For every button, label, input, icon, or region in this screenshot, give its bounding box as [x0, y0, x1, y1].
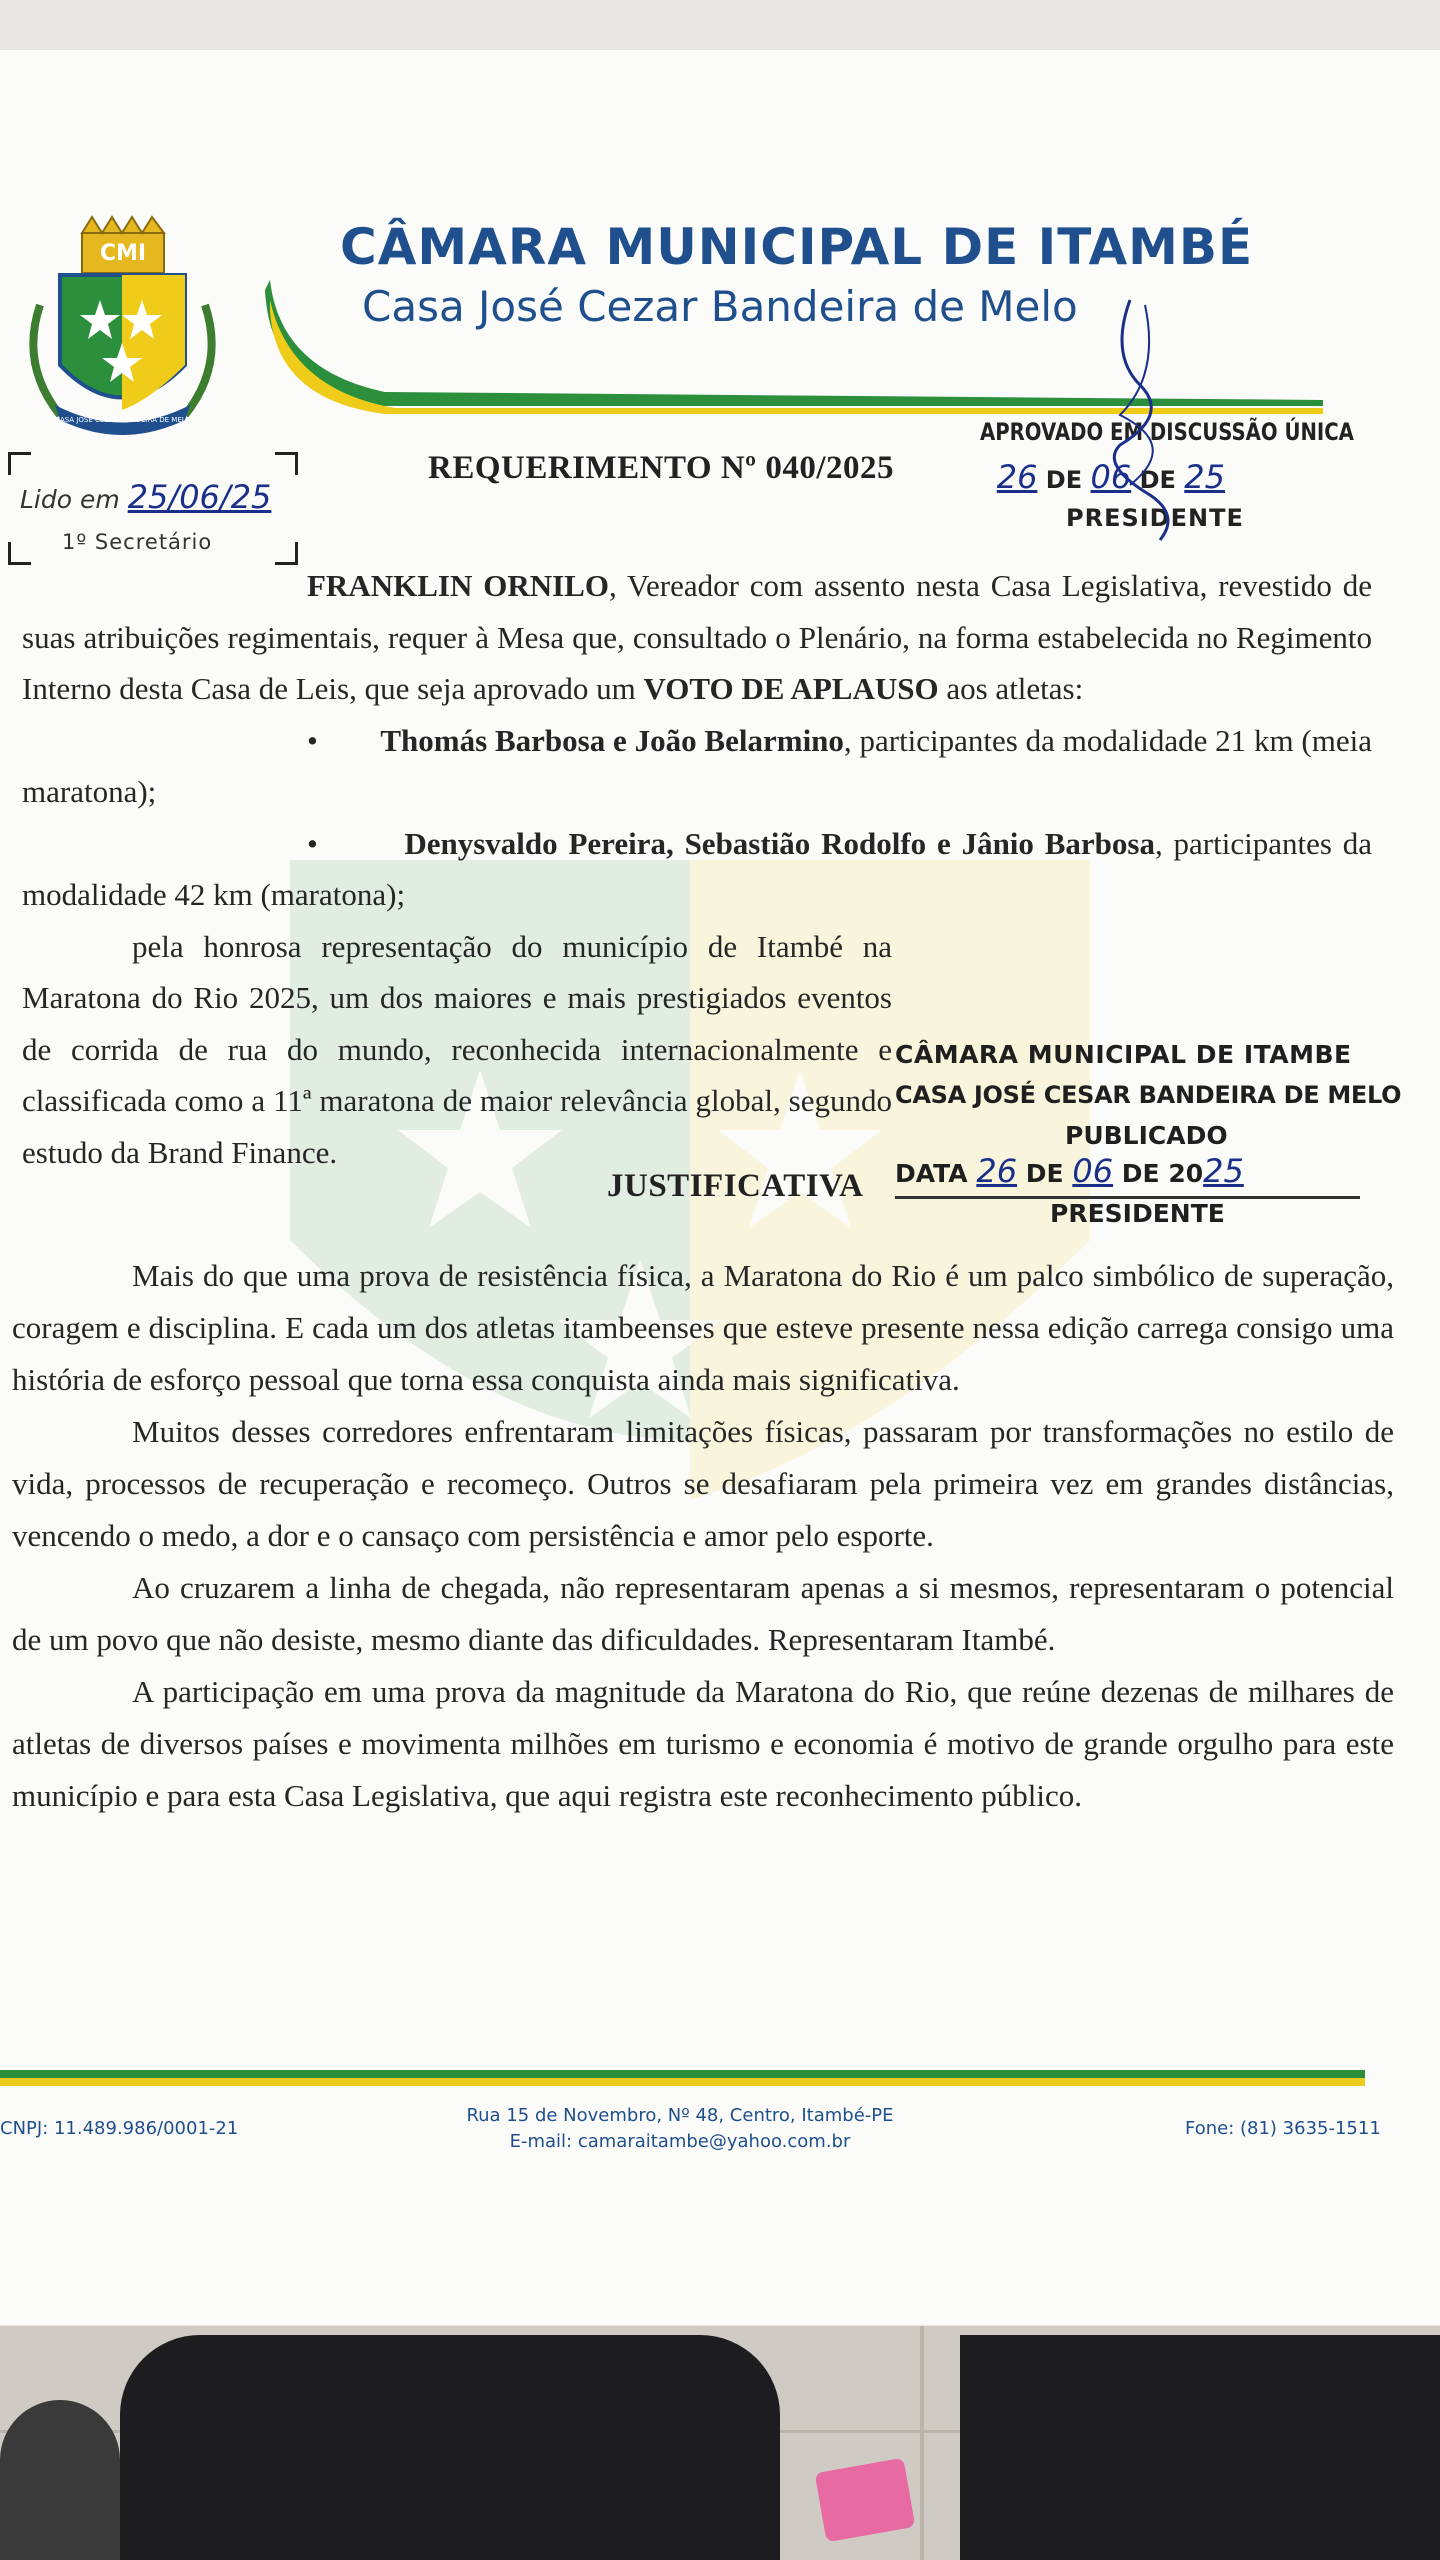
publish-stamp-line1: CÂMARA MUNICIPAL DE ITAMBE — [895, 1040, 1352, 1069]
publish-stamp — [895, 1040, 1415, 1228]
approval-de: DE — [1139, 466, 1176, 494]
publish-de: DE — [1025, 1159, 1064, 1188]
athlete-modality: , participantes da modalidade 42 km (maratona); — [22, 825, 1372, 912]
publish-stamp-line3: PUBLICADO — [1065, 1121, 1228, 1150]
header-subtitle: Casa José Cezar Bandeira de Melo — [362, 282, 1078, 331]
athlete-modality: , participantes da modalidade 21 km (meia maratona); — [22, 722, 1372, 809]
publish-day: 26 — [976, 1152, 1018, 1190]
header-title: CÂMARA MUNICIPAL DE ITAMBÉ — [340, 218, 1254, 276]
justificativa-heading: JUSTIFICATIVA — [607, 1168, 864, 1204]
requerimento-title: REQUERIMENTO Nº 040/2025 — [428, 450, 894, 486]
footer-contact — [380, 2103, 980, 2155]
publish-stamp-role: PRESIDENTE — [895, 1196, 1360, 1228]
athlete-bullet-2: • Denysvaldo Pereira, Sebastião Rodolfo e Jânio Barbosa, participantes da modalidade 42 km (maratona); — [22, 825, 1372, 912]
footer-email: E-mail: camaraitambe@yahoo.com.br — [509, 2131, 851, 2152]
footer-green-bar — [0, 2070, 1365, 2078]
justificativa-paragraph: Muitos desses corredores enfrentaram limitações físicas, passaram por transformações no estilo de vida, processos de recuperação e recomeço. Outros se desafiaram pela primeira vez em grandes distâncias, vencendo o medo, a dor e o cansaço com persistência e amor pelo esporte. — [12, 1414, 1394, 1553]
body-text-span: aos atletas: — [938, 671, 1084, 706]
approval-day: 26 — [996, 458, 1038, 496]
approval-stamp-heading: APROVADO EM DISCUSSÃO ÚNICA — [980, 418, 1354, 446]
publish-stamp-date — [895, 1152, 1415, 1190]
footer-address: Rua 15 de Novembro, Nº 48, Centro, Itambé-PE — [466, 2105, 894, 2126]
justificativa-body — [12, 1250, 1394, 1822]
tile-grout — [920, 2320, 924, 2560]
publish-stamp-line2: CASA JOSÉ CESAR BANDEIRA DE MELO — [895, 1081, 1402, 1109]
handwritten-signature — [1090, 295, 1210, 545]
approval-year: 25 — [1184, 458, 1225, 496]
footer-cnpj: CNPJ: 11.489.986/0001-21 — [0, 2118, 239, 2139]
stamp-corner — [8, 452, 31, 475]
publish-de: DE 20 — [1121, 1159, 1204, 1188]
body-paragraph: pela honrosa representação do município de Itambé na Maratona do Rio 2025, um dos maiores e mais prestigiados eventos de corrida de rua do mundo, reconhecida internacionalmente e classificada como a 11ª maratona de maior relevância global, segundo estudo da Brand Finance. — [22, 928, 892, 1170]
athlete-names: Thomás Barbosa e João Belarmino — [380, 722, 844, 758]
publish-year: 25 — [1203, 1152, 1244, 1190]
body-text-span: , Vereador com assento nesta Casa Legislativa, revestido de suas atribuições regimentais, requer à Mesa que, consultado o Plenário, na forma estabelecida no Regimento Interno desta Casa de Leis, que seja aprovado um — [22, 568, 1372, 706]
read-stamp-date: 25/06/25 — [127, 478, 272, 516]
shoe — [0, 2400, 120, 2560]
approval-role: PRESIDENTE — [1066, 504, 1244, 532]
shoe — [120, 2335, 780, 2560]
justificativa-paragraph: Ao cruzarem a linha de chegada, não representaram apenas a si mesmos, representaram o potencial de um povo que não desiste, mesmo diante das dificuldades. Representaram Itambé. — [12, 1570, 1394, 1657]
athlete-names: Denysvaldo Pereira, Sebastião Rodolfo e Jânio Barbosa — [404, 825, 1155, 861]
read-stamp — [20, 478, 271, 516]
body-paragraph — [22, 560, 1372, 715]
logo-ribbon-text: CASA JOSÉ CEZAR BANDEIRA DE MELO — [55, 416, 191, 424]
voto-aplauso: VOTO DE APLAUSO — [643, 671, 939, 706]
logo-text: CMI — [99, 241, 147, 266]
shoe — [960, 2335, 1440, 2560]
publish-month: 06 — [1072, 1152, 1114, 1190]
stamp-corner — [275, 452, 298, 475]
read-stamp-label: Lido em — [20, 485, 120, 514]
justificativa-paragraph: A participação em uma prova da magnitude da Maratona do Rio, que reúne dezenas de milhares de atletas de diversos países e movimenta milhões em turismo e economia é motivo de grande orgulho para este município e para esta Casa Legislativa, que aqui registra este reconhecimento público. — [12, 1674, 1394, 1813]
footer-yellow-bar — [0, 2078, 1365, 2086]
vereador-name: FRANKLIN ORNILO — [307, 568, 609, 603]
athlete-bullet-1: • Thomás Barbosa e João Belarmino, participantes da modalidade 21 km (meia maratona); — [22, 722, 1372, 809]
approval-month: 06 — [1090, 458, 1132, 496]
publish-data-label: DATA — [895, 1159, 968, 1188]
read-stamp-role: 1º Secretário — [62, 530, 213, 554]
footer-phone: Fone: (81) 3635-1511 — [1185, 2118, 1381, 2139]
document-page — [0, 50, 1440, 2325]
cmi-logo — [20, 215, 225, 445]
approval-de: DE — [1045, 466, 1083, 494]
justificativa-paragraph: Mais do que uma prova de resistência física, a Maratona do Rio é um palco simbólico de superação, coragem e disciplina. E cada um dos atletas itambeenses que esteve presente nessa edição carrega consigo uma história de esforço pessoal que torna essa conquista ainda mais significativa. — [12, 1258, 1394, 1397]
